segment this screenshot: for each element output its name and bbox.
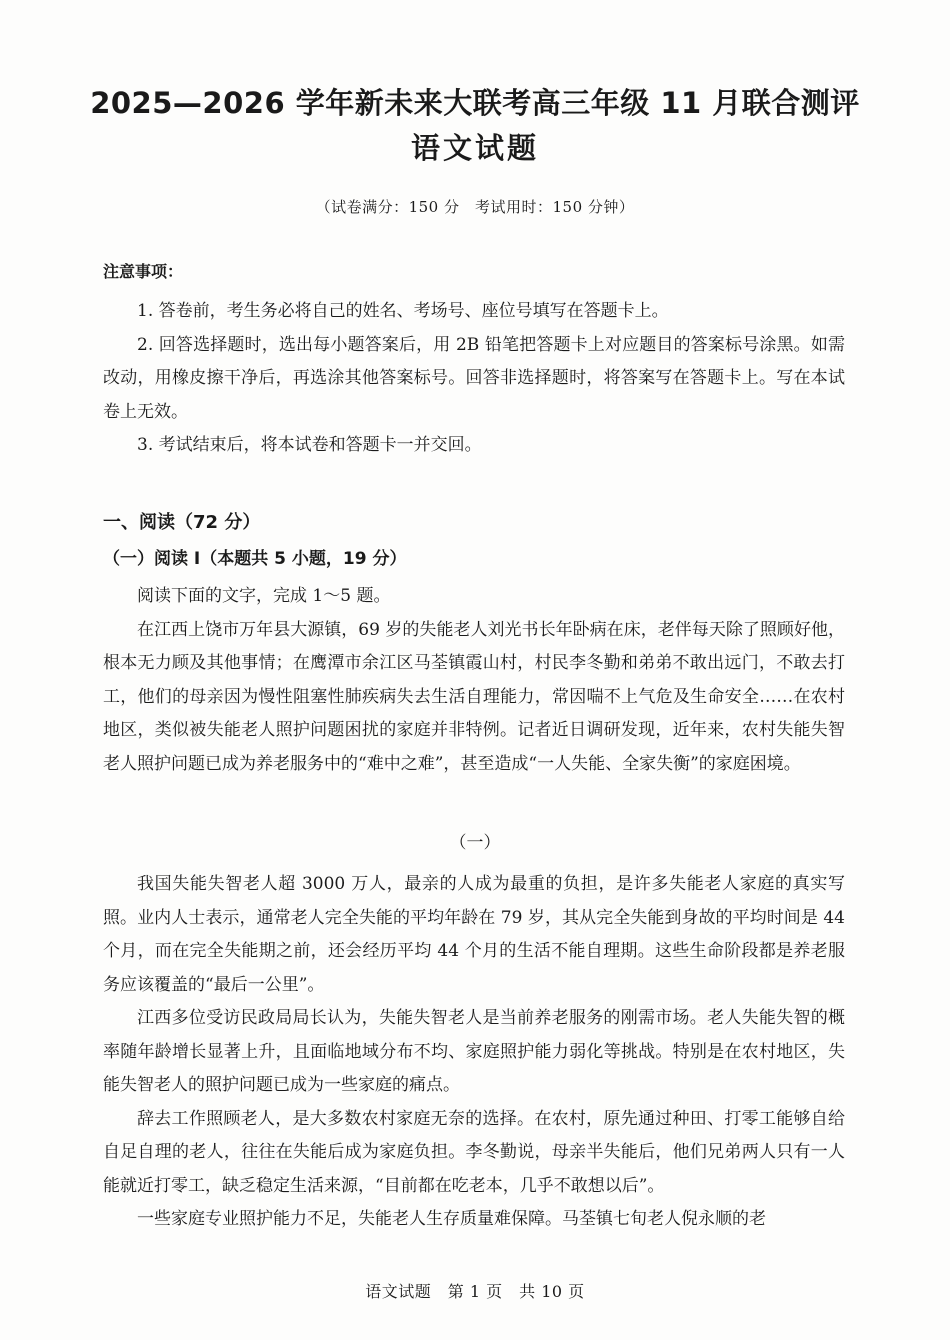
article-paragraph: 江西多位受访民政局局长认为，失能失智老人是当前养老服务的刚需市场。老人失能失智的概率随年龄增长显著上升，且面临地域分布不均、家庭照护能力弱化等挑战。特别是在农村地区，失能失智老人的照护问题已成为一些家庭的痛点。 <box>103 1008 845 1095</box>
notice-heading: 注意事项： <box>103 262 184 281</box>
reading-intro <box>103 580 845 781</box>
notice-item: 3. 考试结束后，将本试卷和答题卡一并交回。 <box>137 435 482 455</box>
page-footer: 语文试题 第 1 页 共 10 页 <box>365 1282 585 1301</box>
notice-item: 1. 答卷前，考生务必将自己的姓名、考场号、座位号填写在答题卡上。 <box>137 301 669 321</box>
exam-subtitle: 语文试题 <box>410 131 539 165</box>
article-paragraph: 我国失能失智老人超 3000 万人，最亲的人成为最重的负担，是许多失能老人家庭的真实写照。业内人士表示，通常老人完全失能的平均年龄在 79 岁，其从完全失能到身故的平均时间是 44 个月，而在完全失能期之前，还会经历平均 44 个月的生活不能自理期。这些生命阶段都是养老服务应该覆盖的“最后一公里”。 <box>103 874 845 995</box>
article-paragraph: 一些家庭专业照护能力不足，失能老人生存质量难保障。马荃镇七旬老人倪永顺的老 <box>137 1209 766 1229</box>
article-body <box>103 868 845 1237</box>
part-marker: （一） <box>449 833 501 853</box>
notice-item: 2. 回答选择题时，选出每小题答案后，用 2B 铅笔把答题卡上对应题目的答案标号涂黑。如需改动，用橡皮擦干净后，再选涂其他答案标号。回答非选择题时，将答案写在答题卡上。写在本试卷上无效。 <box>103 334 845 422</box>
intro-paragraph: 在江西上饶市万年县大源镇，69 岁的失能老人刘光书长年卧病在床，老伴每天除了照顾好他，根本无力顾及其他事情；在鹰潭市余江区马荃镇霞山村，村民李冬勤和弟弟不敢出远门，不敢去打工，他们的母亲因为慢性阻塞性肺疾病失去生活自理能力，常因喘不上气危及生命安全……在农村地区，类似被失能老人照护问题困扰的家庭并非特例。记者近日调研发现，近年来，农村失能失智老人照护问题已成为养老服务中的“难中之难”，甚至造成“一人失能、全家失衡”的家庭困境。 <box>103 619 845 774</box>
exam-meta: （试卷满分：150 分 考试用时：150 分钟） <box>315 198 635 216</box>
reading-instruction: 阅读下面的文字，完成 1～5 题。 <box>137 586 391 606</box>
article-paragraph: 辞去工作照顾老人，是大多数农村家庭无奈的选择。在农村，原先通过种田、打零工能够自给自足自理的老人，往往在失能后成为家庭负担。李冬勤说，母亲半失能后，他们兄弟两人只有一人能就近打零工，缺乏稳定生活来源，“目前都在吃老本，几乎不敢想以后”。 <box>103 1108 845 1196</box>
notice-list <box>103 295 845 463</box>
exam-title: 2025—2026 学年新未来大联考高三年级 11 月联合测评 <box>90 86 860 120</box>
section-subheading: （一）阅读 Ⅰ（本题共 5 小题，19 分） <box>103 549 407 569</box>
section-heading: 一、阅读（72 分） <box>103 512 261 533</box>
